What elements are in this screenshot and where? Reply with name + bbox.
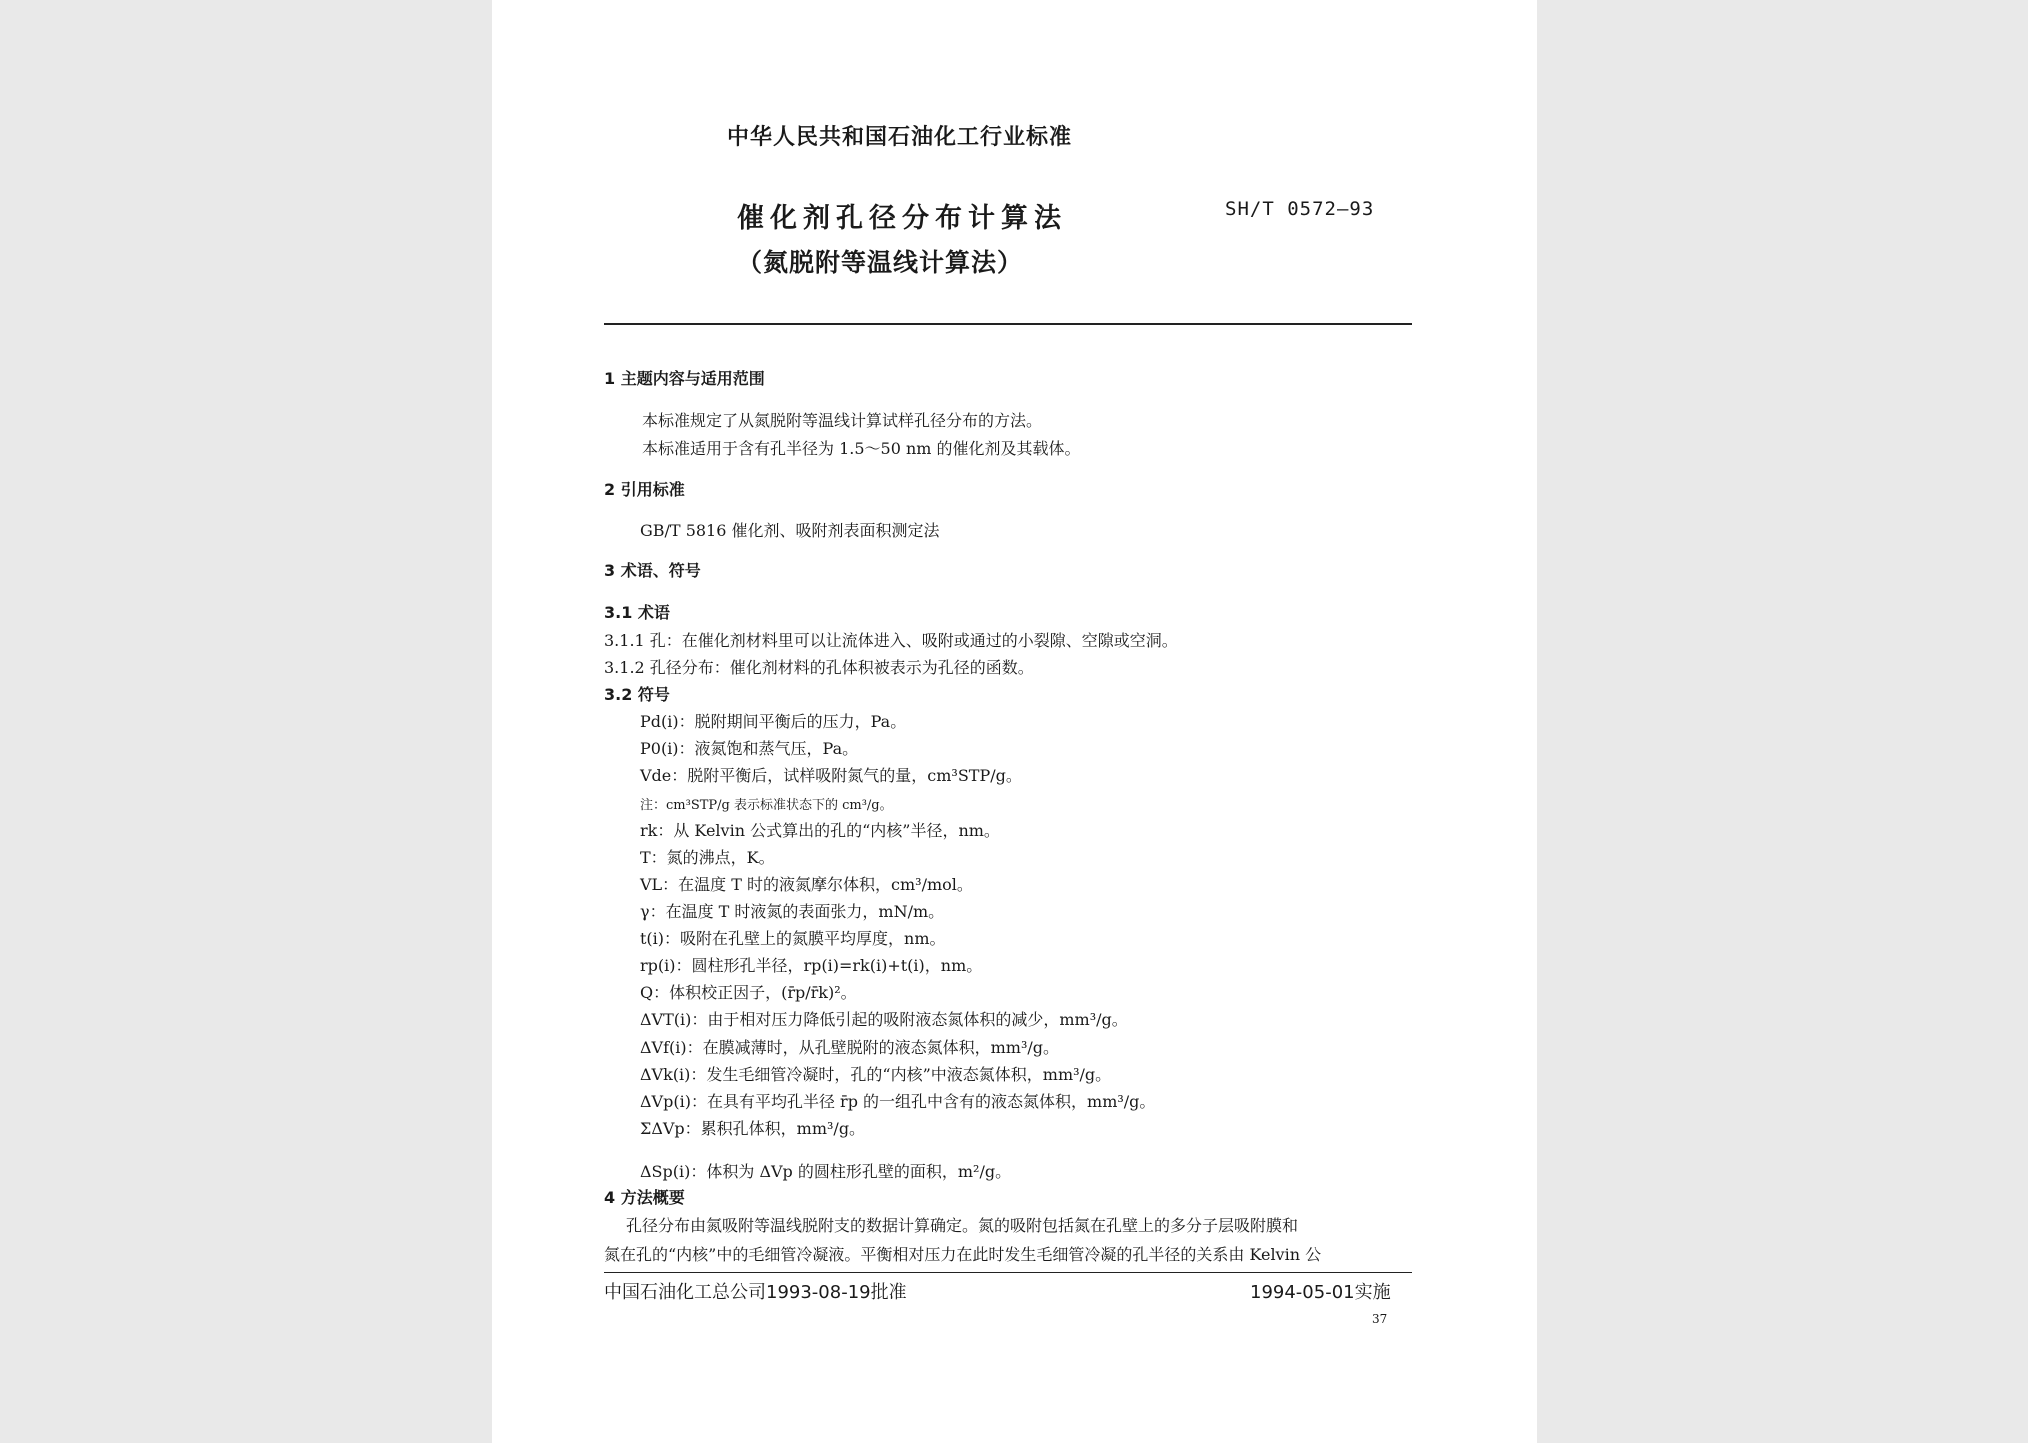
- document-page: [492, 0, 1537, 1443]
- paragraph: GB/T 5816 催化剂、吸附剂表面积测定法: [640, 521, 940, 540]
- title-line-1: 催化剂孔径分布计算法: [737, 203, 1067, 234]
- symbol-definition: rk：从 Kelvin 公式算出的孔的“内核”半径，nm。: [640, 821, 1000, 840]
- effective-date: 1994-05-01实施: [1250, 1282, 1391, 1303]
- symbol-definition: rp(i)：圆柱形孔半径，rp(i)=rk(i)+t(i)，nm。: [640, 956, 983, 975]
- paragraph: 孔径分布由氮吸附等温线脱附支的数据计算确定。氮的吸附包括氮在孔壁上的多分子层吸附膜和: [626, 1216, 1299, 1235]
- header-rule: [604, 323, 1412, 325]
- page-number: 37: [1372, 1312, 1388, 1326]
- symbol-definition: Q：体积校正因子，(r̄p/r̄k)²。: [640, 983, 857, 1002]
- symbol-definition: ΔVT(i)：由于相对压力降低引起的吸附液态氮体积的减少，mm³/g。: [640, 1010, 1128, 1029]
- paragraph: 氮在孔的“内核”中的毛细管冷凝液。平衡相对压力在此时发生毛细管冷凝的孔半径的关系由 Kelvin 公: [604, 1245, 1322, 1264]
- clause: 3.1.2 孔径分布：催化剂材料的孔体积被表示为孔径的函数。: [604, 658, 1034, 677]
- subsection-heading: 3.2 符号: [604, 685, 670, 704]
- symbol-definition: T：氮的沸点，K。: [640, 848, 775, 867]
- standard-code: SH/T 0572—93: [1225, 198, 1375, 220]
- symbol-definition: Pd(i)：脱附期间平衡后的压力，Pa。: [640, 712, 907, 731]
- symbol-definition: ΔVk(i)：发生毛细管冷凝时，孔的“内核”中液态氮体积，mm³/g。: [640, 1065, 1112, 1084]
- symbol-definition: ΔVp(i)：在具有平均孔半径 r̄p 的一组孔中含有的液态氮体积，mm³/g。: [640, 1092, 1156, 1111]
- symbol-definition: ΔVf(i)：在膜减薄时，从孔壁脱附的液态氮体积，mm³/g。: [640, 1038, 1060, 1057]
- symbol-definition: VL：在温度 T 时的液氮摩尔体积，cm³/mol。: [640, 875, 973, 894]
- section-heading: 2 引用标准: [604, 480, 685, 499]
- symbol-definition: ΔSp(i)：体积为 ΔVp 的圆柱形孔壁的面积，m²/g。: [640, 1162, 1012, 1181]
- clause: 3.1.1 孔：在催化剂材料里可以让流体进入、吸附或通过的小裂隙、空隙或空洞。: [604, 631, 1178, 650]
- section-heading: 3 术语、符号: [604, 561, 701, 580]
- paragraph: 本标准适用于含有孔半径为 1.5～50 nm 的催化剂及其载体。: [642, 439, 1081, 458]
- title-line-2: （氮脱附等温线计算法）: [737, 248, 1024, 277]
- footer-rule: [604, 1272, 1412, 1273]
- subsection-heading: 3.1 术语: [604, 603, 670, 622]
- paragraph: 本标准规定了从氮脱附等温线计算试样孔径分布的方法。: [642, 411, 1043, 430]
- symbol-definition: γ：在温度 T 时液氮的表面张力，mN/m。: [640, 902, 945, 921]
- symbol-definition: ΣΔVp：累积孔体积，mm³/g。: [640, 1119, 866, 1138]
- standard-name: 中华人民共和国石油化工行业标准: [727, 125, 1073, 150]
- symbol-definition: t(i)：吸附在孔壁上的氮膜平均厚度，nm。: [640, 929, 946, 948]
- section-heading: 4 方法概要: [604, 1188, 685, 1207]
- note: 注：cm³STP/g 表示标准状态下的 cm³/g。: [640, 798, 893, 813]
- approval-line: 中国石油化工总公司1993-08-19批准: [604, 1282, 907, 1303]
- symbol-definition: Vde：脱附平衡后，试样吸附氮气的量，cm³STP/g。: [640, 766, 1022, 785]
- symbol-definition: P0(i)：液氮饱和蒸气压，Pa。: [640, 739, 859, 758]
- section-heading: 1 主题内容与适用范围: [604, 369, 765, 388]
